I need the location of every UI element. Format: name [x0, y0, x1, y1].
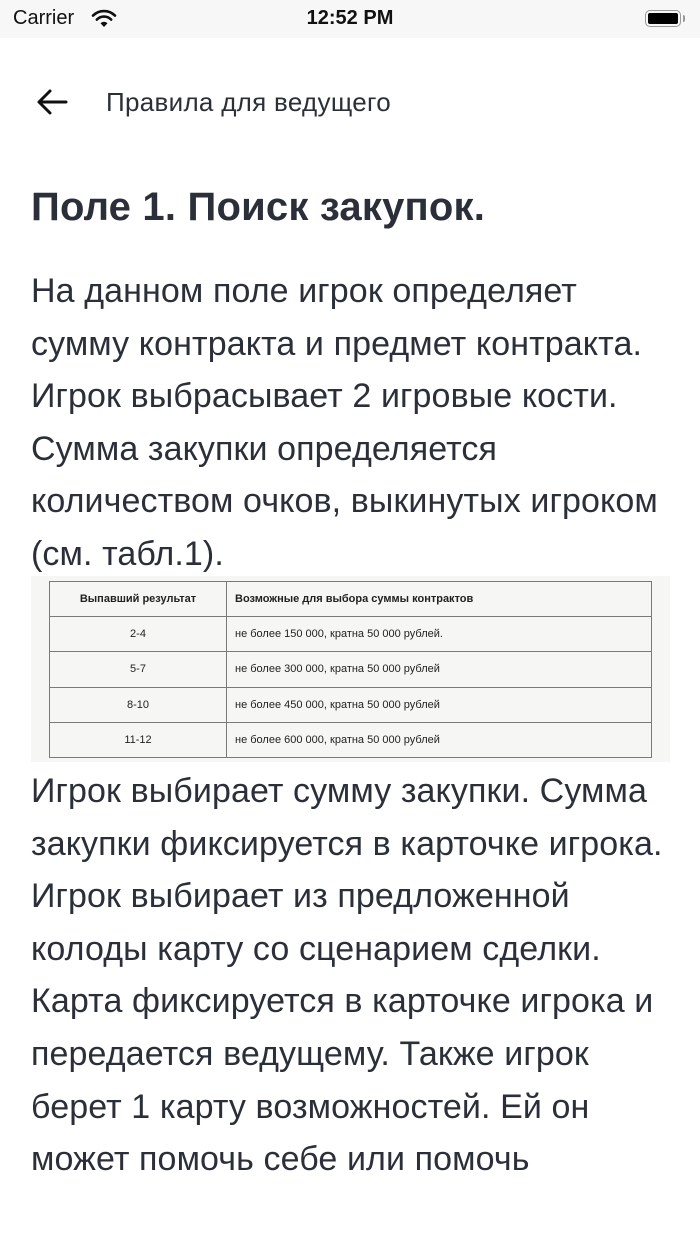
- clock: 12:52 PM: [306, 7, 394, 29]
- carrier-label: Carrier: [13, 7, 75, 29]
- back-button[interactable]: [34, 84, 70, 120]
- table-cell-amount: не более 150 000, кратна 50 000 рублей.: [227, 617, 652, 652]
- rules-paragraph-2: Игрок выбирает сумму закупки. Сумма закупки фиксируется в карточке игрока. Игрок выбирает из предложенной колоды карту со сценарием сделки. Карта фиксируется в карточке игрока и передается ведущему. Также игрок берет 1 карту возможностей. Ей он может помочь себе или помочь: [31, 772, 663, 1179]
- table-cell-result: 8-10: [50, 687, 227, 722]
- section-heading-wrap: [31, 180, 671, 234]
- page-title: Правила для ведущего: [106, 87, 391, 117]
- navigation-bar: [0, 60, 700, 144]
- section-heading: Поле 1. Поиск закупок.: [31, 185, 486, 229]
- table-cell-amount: не более 300 000, кратна 50 000 рублей: [227, 652, 652, 687]
- table-header-row: [50, 582, 652, 617]
- table-cell-amount: не более 600 000, кратна 50 000 рублей: [227, 722, 652, 757]
- table-cell-result: 11-12: [50, 722, 227, 757]
- results-table: [49, 581, 652, 758]
- results-table-image: [31, 576, 670, 762]
- table-header-result: Выпавший результат: [50, 582, 227, 617]
- table-row: [50, 617, 652, 652]
- battery-full-icon: [645, 10, 681, 27]
- status-bar: [0, 0, 700, 38]
- table-row: [50, 722, 652, 757]
- table-header-amounts: Возможные для выбора суммы контрактов: [227, 582, 652, 617]
- table-row: [50, 652, 652, 687]
- table-cell-result: 5-7: [50, 652, 227, 687]
- table-cell-amount: не более 450 000, кратна 50 000 рублей: [227, 687, 652, 722]
- rules-paragraph-1: На данном поле игрок определяет сумму контракта и предмет контракта. Игрок выбрасывает 2 игровые кости. Сумма закупки определяется количеством очков, выкинутых игроком (см. табл.1).: [31, 272, 658, 573]
- battery-tip: [683, 15, 685, 22]
- arrow-left-icon: [34, 84, 70, 120]
- table-cell-result: 2-4: [50, 617, 227, 652]
- table-row: [50, 687, 652, 722]
